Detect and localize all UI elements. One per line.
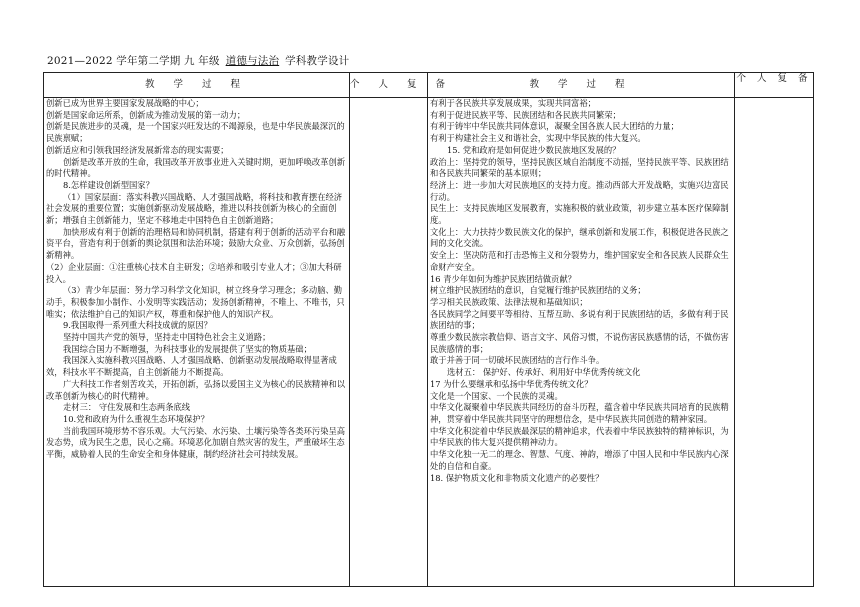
paragraph: 中华文化独一无二的理念、智慧、气度、神韵，增添了中国人民和中华民族内心深处的自信和自豪。 — [430, 449, 729, 471]
paragraph: 创新是国家命运所系，创新成为推动发展的第一动力； — [46, 109, 246, 120]
paragraph: 8.怎样建设创新型国家？ — [63, 179, 154, 190]
paragraph: 走材三： 守住发展和生态两条底线 — [63, 402, 191, 413]
paragraph: 树立维护民族团结的意识，自觉履行维护民族团结的义务； — [430, 285, 646, 296]
column-header-review-left: 个 人 复 备 — [350, 73, 428, 98]
paragraph: 文化上：大力扶持少数民族文化的保护，继承创新和发展工作，积极促进各民族之间的文化交流。 — [430, 226, 729, 249]
paragraph: 16 青少年如何为维护民族团结做贡献？ — [430, 273, 576, 284]
paragraph: 尊重少数民族宗教信仰、语言文字、风俗习惯，不说伤害民族感情的话，不做伤害民族感情的事； — [430, 332, 729, 354]
paragraph: （3）青少年层面：努力学习科学文化知识，树立终身学习理念；多动脑、勤动手，积极参加小制作、小发明等实践活动；发扬创新精神，不唯上、不唯书，只唯实；依法维护自己的知识产权，尊重和保护他人的知识产权。 — [46, 285, 345, 319]
paragraph: 创新适应和引领我国经济发展新常态的现实需要； — [46, 144, 229, 155]
paragraph: 有利于各民族共享发展成果，实现共同富裕； — [430, 98, 596, 108]
paragraph: 政治上：坚持党的领导，坚持民族区域自治制度不动摇，坚持民族平等、民族团结和各民族共同繁荣的基本原则； — [430, 156, 729, 179]
paragraph: 安全上：坚决防范和打击恐怖主义和分裂势力，维护国家安全和各民族人民群众生命财产安全。 — [430, 250, 729, 272]
left-process-cell — [44, 98, 350, 587]
paragraph: （1）国家层面：落实科教兴国战略、人才强国战略，将科技和教育摆在经济社会发展的重要位置；实施创新驱动发展战略，推进以科技创新为核心的全面创新；增强自主创新能力，坚定不移地走中国特色自主创新道路； — [46, 191, 343, 226]
table-content-row — [44, 98, 814, 587]
paragraph: 18. 保护物质文化和非物质文化遗产的必要性？ — [430, 472, 604, 483]
column-header-process-right: 教 学 过 程 — [428, 73, 735, 98]
paragraph: 广大科技工作者刻苦攻关，开拓创新，弘扬以爱国主义为核心的民族精神和以改革创新为核心的时代精神。 — [46, 378, 346, 401]
paragraph: 经济上：进一步加大对民族地区的支持力度。推动西部大开发战略，实施兴边富民行动。 — [430, 179, 729, 202]
paragraph: 敢于并善于同一切破坏民族团结的言行作斗争。 — [430, 355, 605, 366]
paragraph: 有利于促进民族平等、民族团结和各民族共同繁荣； — [430, 109, 621, 120]
column-header-process-left: 教 学 过 程 — [44, 73, 350, 98]
lesson-plan-table — [43, 72, 814, 587]
right-review-cell[interactable] — [735, 98, 814, 587]
paragraph: 10.党和政府为什么重视生态环境保护？ — [63, 413, 209, 424]
paragraph: 我国深入实施科教兴国战略、人才强国战略、创新驱动发展战略取得显著成效，科技水平不断提高，自主创新能力不断提高。 — [46, 355, 337, 378]
paragraph: 创新已成为世界主要国家发展战略的中心； — [46, 98, 204, 108]
left-process-text — [44, 98, 349, 586]
paragraph: 15. 党和政府是如何促进少数民族地区发展的？ — [447, 144, 621, 155]
paragraph: 创新是改革开放的生命，我国改革开放事业进入关键时期，更加呼唤改革创新的时代精神。 — [46, 156, 346, 179]
right-process-cell — [428, 98, 735, 587]
paragraph: 中华文化凝聚着中华民族共同经历的奋斗历程，蕴含着中华民族共同培育的民族精神，贯穿着中华民族共同坚守的理想信念，是中华民族共同创造的精神家园。 — [430, 402, 729, 424]
table-header-row — [44, 73, 814, 98]
paragraph: 学习相关民族政策、法律法规和基础知识； — [430, 296, 588, 307]
paragraph: 创新是民族进步的灵魂，是一个国家兴旺发达的不竭源泉，也是中华民族最深沉的民族禀赋； — [46, 121, 345, 144]
column-header-review-right: 个 人 复 备 — [735, 73, 814, 98]
paragraph: 选材五： 保护好、传承好、利用好中华优秀传统文化 — [447, 367, 641, 378]
paragraph: 17 为什么要继承和弘扬中华优秀传统文化？ — [430, 378, 593, 389]
header-subject: 道德与法治 — [225, 55, 280, 67]
paragraph: 当前我国环境形势不容乐观。大气污染、水污染、土壤污染等各类环污染呈高发态势，成为民生之患，民心之痛。环境恶化加剧自然灾害的发生，严重破坏生态平衡，威胁着人民的生命安全和身体健康，制约经济社会可持续发展。 — [46, 425, 346, 460]
paragraph: 中华文化积淀着中华民族最深层的精神追求，代表着中华民族独特的精神标识，为中华民族的伟大复兴提供精神动力。 — [430, 425, 729, 448]
header-suffix: 学科教学设计 — [285, 55, 350, 67]
document-header — [47, 53, 349, 68]
header-term-grade: 2021—2022 学年第二学期 九 年级 — [47, 55, 220, 67]
paragraph: 有利于构建社会主义和谐社会，实现中华民族的伟大复兴。 — [430, 133, 646, 144]
paragraph: 坚持中国共产党的领导，坚持走中国特色社会主义道路； — [63, 332, 271, 343]
left-review-cell[interactable] — [350, 98, 428, 587]
right-process-text — [428, 98, 734, 586]
paragraph: 9.我国取得一系列重大科技成就的原因？ — [63, 320, 212, 331]
paragraph: 各民族同学之间要平等相待、互帮互助、多说有利于民族团结的话，多做有利于民族团结的事； — [430, 308, 729, 331]
paragraph: 民生上：支持民族地区发展教育，实施积极的就业政策，初步建立基本医疗保障制度。 — [430, 203, 729, 226]
paragraph: 加快形成有利于创新的治理格局和协同机制，搭建有利于创新的活动平台和融资平台，营造有利于创新的舆论氛围和法治环境；鼓励大众业、万众创新，弘扬创新精神。 — [46, 226, 346, 261]
paragraph: 文化是一个国家、一个民族的灵魂。 — [430, 390, 563, 401]
paragraph: （2）企业层面：①注重核心技术自主研发；②培养和吸引专业人才；③加大科研投入。 — [46, 261, 342, 284]
paragraph: 有利于铸牢中华民族共同体意识，凝聚全国各族人民大团结的力量； — [430, 121, 679, 132]
paragraph: 我国综合国力不断增强，为科技事业的发展提供了坚实的物质基础； — [63, 343, 312, 354]
